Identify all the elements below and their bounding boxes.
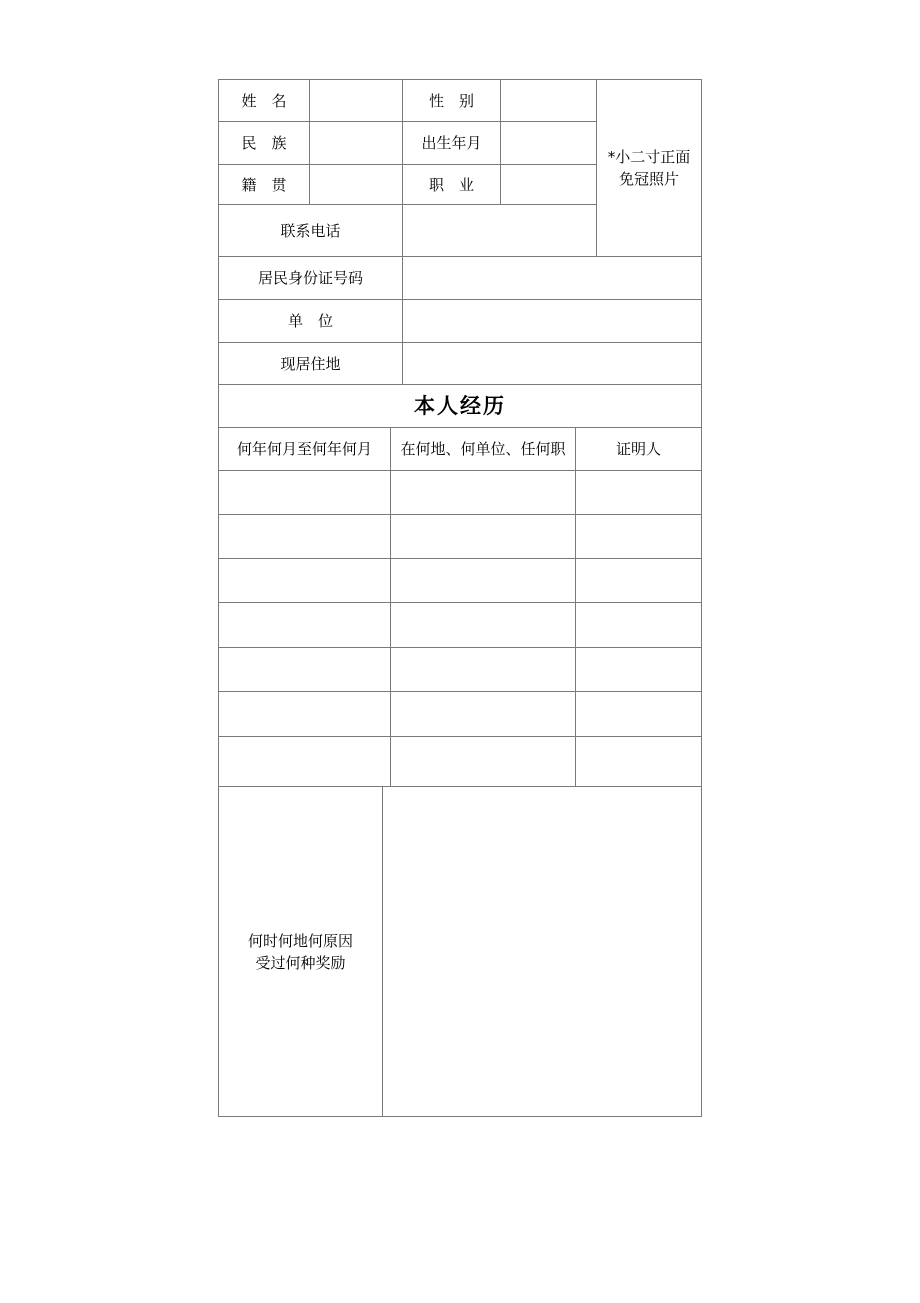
origin-field[interactable] bbox=[310, 165, 403, 205]
phone-label: 联系电话 bbox=[219, 205, 403, 257]
birth-label: 出生年月 bbox=[403, 122, 501, 165]
photo-placeholder[interactable] bbox=[597, 80, 701, 257]
origin-label: 籍 贯 bbox=[219, 165, 310, 205]
experience-cell-position[interactable] bbox=[391, 692, 576, 737]
experience-cell-witness[interactable] bbox=[576, 737, 701, 787]
employer-label: 单 位 bbox=[219, 300, 403, 343]
awards-label-line2: 受过何种奖励 bbox=[255, 953, 346, 972]
experience-header-witness: 证明人 bbox=[576, 428, 701, 471]
id-number-field[interactable] bbox=[403, 257, 701, 300]
experience-cell-position[interactable] bbox=[391, 515, 576, 559]
experience-cell-period[interactable] bbox=[219, 692, 391, 737]
experience-cell-position[interactable] bbox=[391, 648, 576, 692]
experience-cell-witness[interactable] bbox=[576, 603, 701, 648]
photo-note-line1: *小二寸正面 bbox=[607, 148, 691, 166]
experience-cell-witness[interactable] bbox=[576, 515, 701, 559]
awards-field[interactable] bbox=[383, 787, 701, 1116]
experience-header-position: 在何地、何单位、任何职 bbox=[391, 428, 576, 471]
birth-field[interactable] bbox=[501, 122, 597, 165]
occupation-label: 职 业 bbox=[403, 165, 501, 205]
employer-field[interactable] bbox=[403, 300, 701, 343]
experience-cell-witness[interactable] bbox=[576, 559, 701, 603]
occupation-field[interactable] bbox=[501, 165, 597, 205]
phone-field[interactable] bbox=[403, 205, 597, 257]
experience-section-title: 本人经历 bbox=[219, 385, 701, 428]
experience-header-period: 何年何月至何年何月 bbox=[219, 428, 391, 471]
name-field[interactable] bbox=[310, 80, 403, 122]
ethnicity-field[interactable] bbox=[310, 122, 403, 165]
experience-cell-period[interactable] bbox=[219, 471, 391, 515]
address-field[interactable] bbox=[403, 343, 701, 385]
photo-note-line2: 免冠照片 bbox=[618, 170, 679, 188]
experience-cell-position[interactable] bbox=[391, 737, 576, 787]
awards-label-line1: 何时何地何原因 bbox=[247, 931, 353, 950]
experience-cell-witness[interactable] bbox=[576, 648, 701, 692]
registration-form bbox=[218, 79, 702, 1117]
address-label: 现居住地 bbox=[219, 343, 403, 385]
experience-cell-witness[interactable] bbox=[576, 471, 701, 515]
experience-cell-position[interactable] bbox=[391, 603, 576, 648]
gender-label: 性 别 bbox=[403, 80, 501, 122]
experience-cell-period[interactable] bbox=[219, 559, 391, 603]
experience-cell-period[interactable] bbox=[219, 648, 391, 692]
experience-cell-witness[interactable] bbox=[576, 692, 701, 737]
gender-field[interactable] bbox=[501, 80, 597, 122]
experience-cell-period[interactable] bbox=[219, 737, 391, 787]
experience-cell-period[interactable] bbox=[219, 515, 391, 559]
experience-cell-period[interactable] bbox=[219, 603, 391, 648]
experience-cell-position[interactable] bbox=[391, 559, 576, 603]
ethnicity-label: 民 族 bbox=[219, 122, 310, 165]
id-number-label: 居民身份证号码 bbox=[219, 257, 403, 300]
experience-cell-position[interactable] bbox=[391, 471, 576, 515]
awards-label bbox=[219, 787, 383, 1116]
name-label: 姓 名 bbox=[219, 80, 310, 122]
